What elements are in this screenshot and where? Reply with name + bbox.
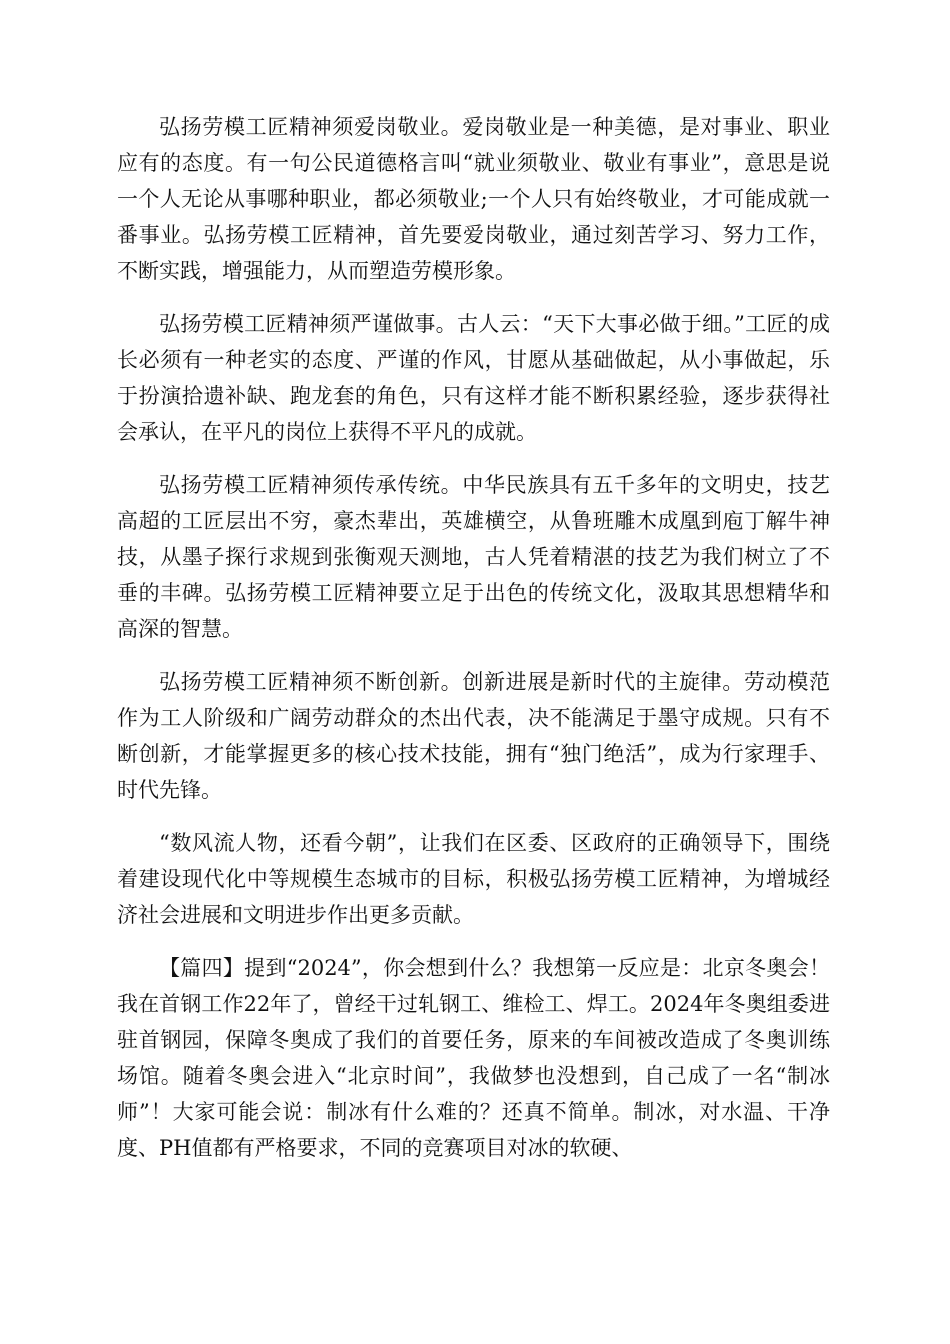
paragraph-dedication: 弘扬劳模工匠精神须爱岗敬业。爱岗敬业是一种美德，是对事业、职业应有的态度。有一句公民道德格言叫“就业须敬业、敬业有事业”，意思是说一个人无论从事哪种职业，都必须敬业;一个人只有始终敬业，才可能成就一番事业。弘扬劳模工匠精神，首先要爱岗敬业，通过刻苦学习、努力工作，不断实践，增强能力，从而塑造劳模形象。 xyxy=(117,115,830,283)
document-body xyxy=(117,109,830,1183)
paragraph-conclusion: “数风流人物，还看今朝”，让我们在区委、区政府的正确领导下，围绕着建设现代化中等规模生态城市的目标，积极弘扬劳模工匠精神，为增城经济社会进展和文明进步作出更多贡献。 xyxy=(117,831,830,927)
paragraph-chapter-four: 【篇四】提到“2024”，你会想到什么？我想第一反应是：北京冬奥会！我在首钢工作22年了，曾经干过轧钢工、维检工、焊工。2024年冬奥组委进驻首钢园，保障冬奥成了我们的首要任务，原来的车间被改造成了冬奥训练场馆。随着冬奥会进入“北京时间”，我做梦也没想到，自己成了一名“制冰师”！大家可能会说：制冰有什么难的？还真不简单。制冰，对水温、干净度、PH值都有严格要求，不同的竞赛项目对冰的软硬、 xyxy=(117,956,830,1160)
paragraph-rigor: 弘扬劳模工匠精神须严谨做事。古人云：“天下大事必做于细。”工匠的成长必须有一种老实的态度、严谨的作风，甘愿从基础做起，从小事做起，乐于扮演拾遗补缺、跑龙套的角色，只有这样才能不断积累经验，逐步获得社会承认，在平凡的岗位上获得不平凡的成就。 xyxy=(117,312,830,444)
paragraph-tradition: 弘扬劳模工匠精神须传承传统。中华民族具有五千多年的文明史，技艺高超的工匠层出不穷，豪杰辈出，英雄横空，从鲁班雕木成凰到庖丁解牛神技，从墨子探行求规到张衡观天测地，古人凭着精湛的技艺为我们树立了不垂的丰碑。弘扬劳模工匠精神要立足于出色的传统文化，汲取其思想精华和高深的智慧。 xyxy=(117,473,830,641)
paragraph-innovation: 弘扬劳模工匠精神须不断创新。创新进展是新时代的主旋律。劳动模范作为工人阶级和广阔劳动群众的杰出代表，决不能满足于墨守成规。只有不断创新，才能掌握更多的核心技术技能，拥有“独门绝活”，成为行家理手、时代先锋。 xyxy=(117,670,830,802)
